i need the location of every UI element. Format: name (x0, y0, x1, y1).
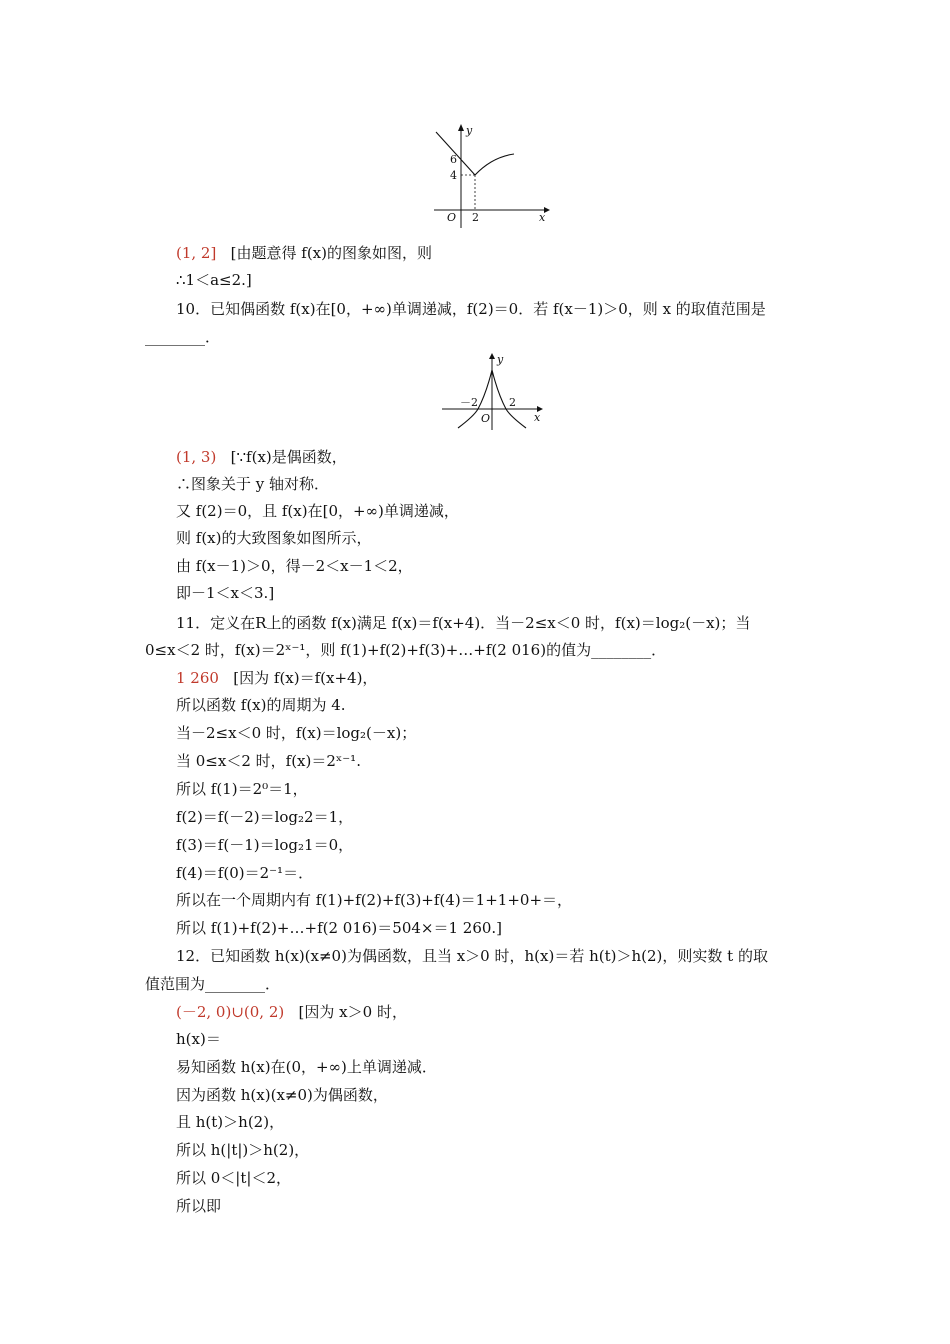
figure-2-graph (440, 350, 550, 440)
q12-answer: (－2, 0)∪(0, 2) (176, 1003, 285, 1021)
q10-solution-5: 由 f(x－1)＞0，得－2＜x－1＜2， (176, 557, 413, 575)
q9-answer-line (176, 243, 432, 263)
q12-solution-8: 所以即 (176, 1197, 222, 1215)
curve-right (475, 154, 514, 175)
x-axis-label: x (534, 411, 541, 424)
q12-stem-1: 12．已知函数 h(x)(x≠0)为偶函数，且当 x＞0 时，h(x)＝若 h(t)＞h(2)，则实数 t 的取 (176, 947, 768, 965)
q12-solution-2: h(x)＝ (176, 1030, 221, 1048)
q9-answer: (1, 2] (176, 244, 217, 262)
x-axis-label: x (539, 211, 546, 224)
origin-label: O (481, 412, 491, 425)
q11-solution-3: 当－2≤x＜0 时，f(x)＝log₂(－x)； (176, 724, 417, 742)
q11-solution-2: 所以函数 f(x)的周期为 4. (176, 696, 346, 714)
q11-solution-8: f(4)＝f(0)＝2⁻¹＝． (176, 864, 314, 882)
tick-label-6: 6 (450, 153, 457, 166)
q11-solution-1: [因为 f(x)＝f(x+4)， (233, 669, 378, 687)
q12-solution-7: 所以 0＜|t|＜2， (176, 1169, 291, 1187)
q10-stem-1: 10．已知偶函数 f(x)在[0，+∞)单调递减，f(2)＝0．若 f(x－1)＞0，则 x 的取值范围是 (176, 300, 766, 318)
q11-solution-7: f(3)＝f(－1)＝log₂1＝0， (176, 836, 354, 854)
q11-solution-5: 所以 f(1)＝2⁰＝1， (176, 780, 308, 798)
q11-stem-2: 0≤x＜2 时，f(x)＝2ˣ⁻¹，则 f(1)+f(2)+f(3)+…+f(2 016)的值为________． (145, 641, 667, 659)
q10-solution-4: 则 f(x)的大致图象如图所示， (176, 529, 372, 547)
q12-solution-5: 且 h(t)＞h(2)， (176, 1113, 285, 1131)
y-axis-label: y (466, 124, 473, 137)
q10-stem-2: ________． (145, 328, 221, 346)
q10-solution-3: 又 f(2)＝0，且 f(x)在[0，+∞)单调递减， (176, 502, 459, 520)
q12-solution-1: [因为 x＞0 时， (298, 1003, 407, 1021)
q9-solution-1: [由题意得 f(x)的图象如图，则 (230, 244, 432, 262)
y-axis-arrow (458, 124, 464, 131)
q10-solution-2: ∴图象关于 y 轴对称． (176, 475, 330, 493)
y-axis-label: y (497, 353, 504, 366)
q12-solution-6: 所以 h(|t|)＞h(2)， (176, 1141, 310, 1159)
tick-label-4: 4 (450, 169, 457, 182)
q12-solution-4: 因为函数 h(x)(x≠0)为偶函数， (176, 1086, 388, 1104)
y-axis-arrow (489, 353, 495, 359)
q10-answer: (1, 3) (176, 448, 217, 466)
q10-solution-6: 即－1＜x＜3.] (176, 584, 275, 602)
q9-solution-2: ∴1＜a≤2.] (176, 271, 252, 289)
tick-label-neg2: －2 (460, 396, 478, 409)
q11-solution-10: 所以 f(1)+f(2)+…+f(2 016)＝504×＝1 260.] (176, 919, 503, 937)
q12-solution-3: 易知函数 h(x)在(0，+∞)上单调递减． (176, 1058, 437, 1076)
figure-1-graph (426, 122, 556, 230)
q12-answer-line (176, 1002, 407, 1022)
q11-solution-4: 当 0≤x＜2 时，f(x)＝2ˣ⁻¹. (176, 752, 361, 770)
q11-stem-1: 11．定义在R上的函数 f(x)满足 f(x)＝f(x+4)．当－2≤x＜0 时，f(x)＝log₂(－x)；当 (176, 614, 751, 632)
q11-solution-9: 所以在一个周期内有 f(1)+f(2)+f(3)+f(4)＝1+1+0+＝， (176, 891, 573, 909)
q10-solution-1: [∵f(x)是偶函数， (230, 448, 347, 466)
q10-answer-line (176, 447, 347, 467)
q11-answer-line (176, 668, 377, 688)
q11-solution-6: f(2)＝f(－2)＝log₂2＝1， (176, 808, 354, 826)
tick-label-2: 2 (472, 211, 479, 224)
q12-stem-2: 值范围为________． (145, 975, 281, 993)
q11-answer: 1 260 (176, 669, 219, 687)
tick-label-2: 2 (509, 396, 516, 409)
origin-label: O (447, 211, 457, 224)
